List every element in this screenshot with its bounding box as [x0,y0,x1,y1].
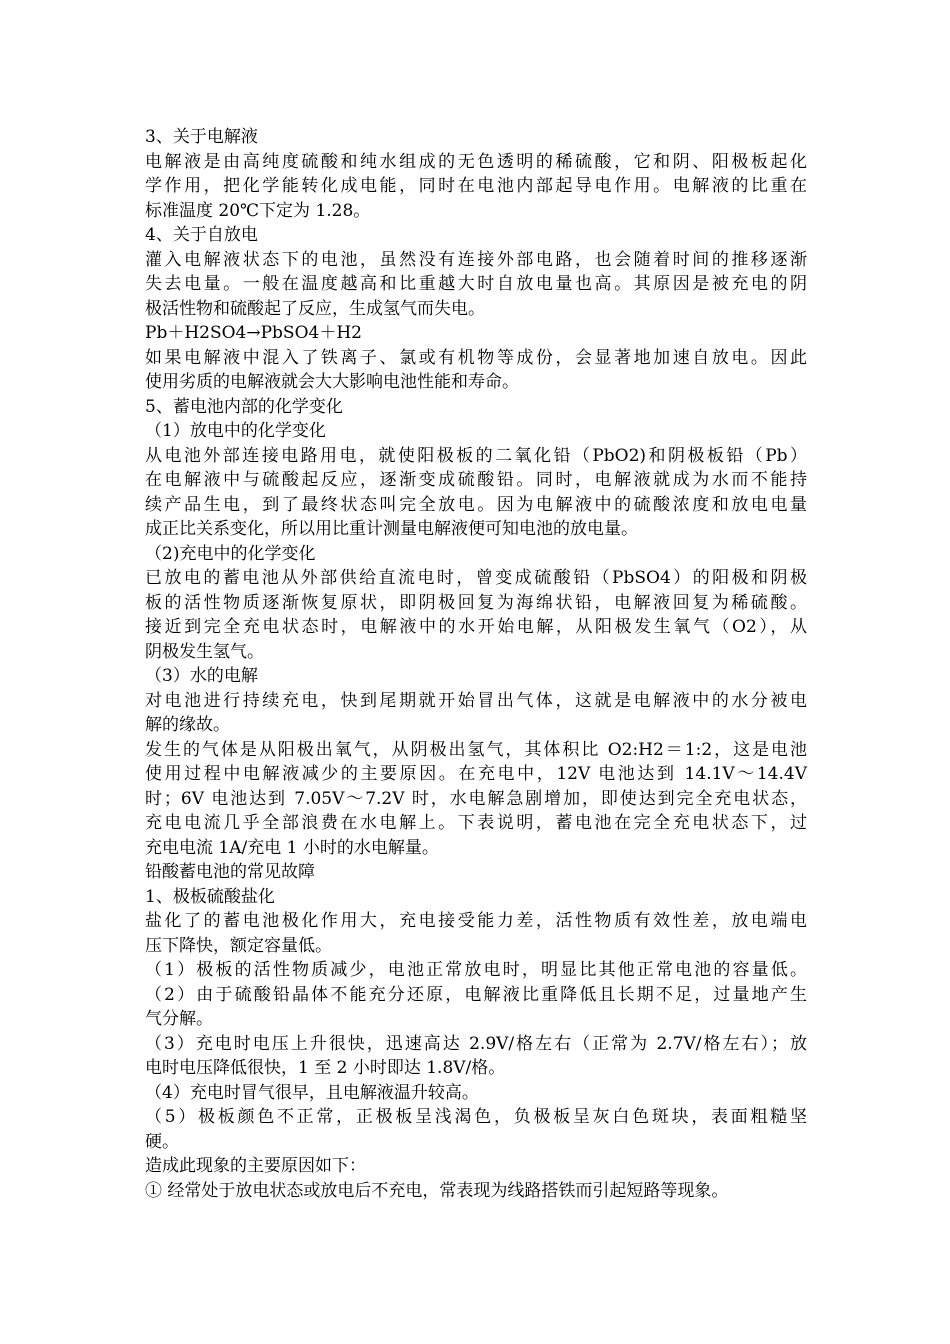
list-item: （2）由于硫酸铅晶体不能充分还原，电解液比重降低且长期不足，过量地产生 [145,984,807,1005]
list-item: （4）充电时冒气很早，且电解液温升较高。 [145,1082,479,1103]
numbered-item: ① 经常处于放电状态或放电后不充电，常表现为线路搭铁而引起短路等现象。 [145,1180,729,1201]
paragraph-line: 使用过程中电解液减少的主要原因。在充电中，12V 电池达到 14.1V～14.4V [145,764,807,784]
paragraph-line: 如果电解液中混入了铁离子、氯或有机物等成份，会显著地加速自放电。因此 [145,347,807,368]
chemical-equation: Pb＋H2SO4→PbSO4＋H2 [145,323,362,343]
paragraph-line: 盐化了的蓄电池极化作用大，充电接受能力差，活性物质有效性差，放电端电 [145,911,807,931]
paragraph-line: 板的活性物质逐渐恢复原状，即阴极回复为海绵状铅，电解液回复为稀硫酸。 [145,592,807,613]
paragraph-line: 对电池进行持续充电，快到尾期就开始冒出气体，这就是电解液中的水分被电 [145,690,807,711]
subheading-water-electrolysis: （3）水的电解 [145,666,258,686]
paragraph-line: 学作用，把化学能转化成电能，同时在电池内部起导电作用。电解液的比重在 [145,176,807,196]
paragraph-line: 极活性物和硫酸起了反应，生成氢气而失电。 [145,298,485,319]
paragraph-line: 灌入电解液状态下的电池，虽然没有连接外部电路，也会随着时间的推移逐渐 [145,249,807,270]
paragraph-line: 使用劣质的电解液就会大大影响电池性能和寿命。 [145,372,519,392]
paragraph-line: 时；6V 电池达到 7.05V～7.2V 时，水电解急剧增加，即使达到完全充电状态， [145,788,807,809]
paragraph-line: 在电解液中与硫酸起反应，逐渐变成硫酸铅。同时，电解液就成为水而不能持 [145,470,807,490]
paragraph-line: 已放电的蓄电池从外部供给直流电时，曾变成硫酸铅（PbSO4）的阳极和阴极 [145,568,807,588]
paragraph-line: 标准温度 20℃下定为 1.28。 [145,200,371,221]
list-item-continuation: 气分解。 [145,1009,213,1029]
paragraph-line: 压下降快，额定容量低。 [145,935,332,956]
subheading-charge: （2)充电中的化学变化 [145,543,316,564]
paragraph-line: 充电电流 1A/充电 1 小时的水电解量。 [145,837,439,858]
paragraph-line: 从电池外部连接电路用电，就使阳极板的二氧化铅（PbO2)和阴极板铅（Pb） [145,445,807,466]
subheading-discharge: （1）放电中的化学变化 [145,421,326,441]
paragraph-line: 解的缘故。 [145,715,230,735]
paragraph-line: 成正比关系变化，所以用比重计测量电解液便可知电池的放电量。 [145,519,638,539]
heading-common-faults: 铅酸蓄电池的常见故障 [145,862,315,882]
list-item-continuation: 硬。 [145,1131,179,1152]
heading-electrolyte: 3、关于电解液 [145,127,258,147]
paragraph-line: 阴极发生氢气。 [145,641,264,662]
paragraph-line: 电解液是由高纯度硫酸和纯水组成的无色透明的稀硫酸，它和阴、阳极板起化 [145,151,807,172]
list-item: （3）充电时电压上升很快，迅速高达 2.9V/格左右（正常为 2.7V/格左右）；放 [145,1033,807,1054]
list-item: （1）极板的活性物质减少，电池正常放电时，明显比其他正常电池的容量低。 [145,960,807,980]
list-item: （5）极板颜色不正常，正极板呈浅渴色，负极板呈灰白色斑块，表面粗糙坚 [145,1107,807,1127]
document-body [145,125,807,1203]
paragraph-line: 发生的气体是从阳极出氧气，从阴极出氢气，其体积比 O2:H2＝1:2，这是电池 [145,739,807,760]
heading-sulfation: 1、极板硫酸盐化 [145,886,275,907]
paragraph-line: 接近到完全充电状态时，电解液中的水开始电解，从阳极发生氧气（O2），从 [145,617,807,637]
list-item-continuation: 电时电压降低很快，1 至 2 小时即达 1.8V/格。 [145,1058,506,1078]
heading-self-discharge: 4、关于自放电 [145,225,258,245]
paragraph-line: 造成此现象的主要原因如下： [145,1156,366,1176]
paragraph-line: 失去电量。一般在温度越高和比重越大时自放电量也高。其原因是被充电的阴 [145,274,807,294]
paragraph-line: 续产品生电，到了最终状态叫完全放电。因为电解液中的硫酸浓度和放电电量 [145,494,807,515]
heading-chemical-changes: 5、蓄电池内部的化学变化 [145,396,343,417]
paragraph-line: 充电电流几乎全部浪费在水电解上。下表说明，蓄电池在完全充电状态下，过 [145,813,807,833]
